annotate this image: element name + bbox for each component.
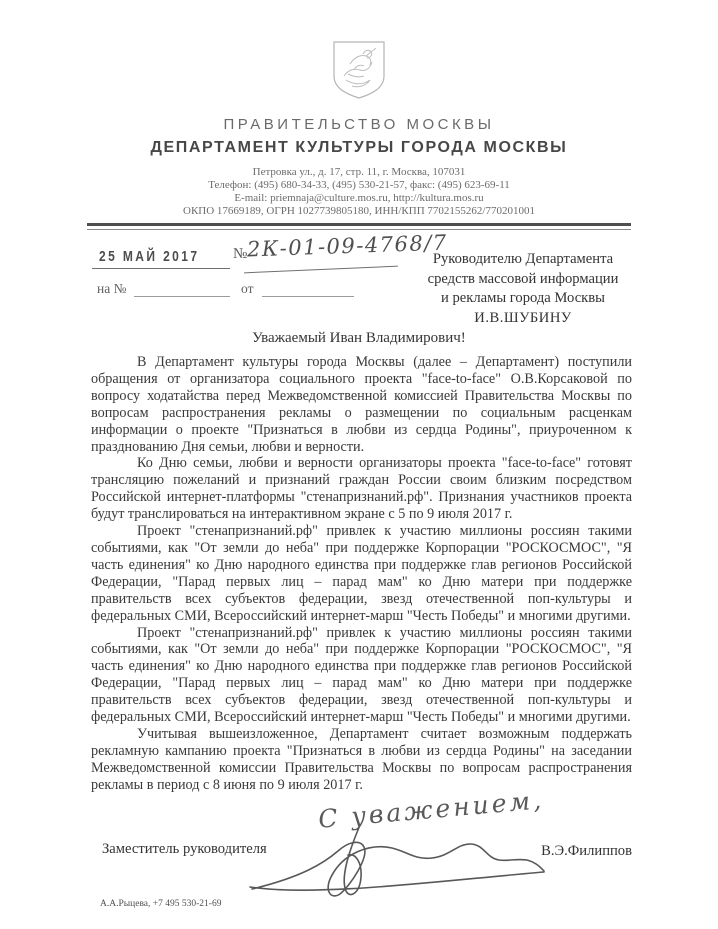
recipient-block [412,250,634,328]
body-paragraph: Проект "стенапризнаний.рф" привлек к участию миллионы россиян такими событиями, как "От земли до неба" при поддержке Корпорации "РОСКОСМОС", "Я часть единения" ко Дню народного единства при поддержке глав регионов Российской Федерации, "Парад первых лиц – парад мам" ко Дню матери при поддержке правительств всех субъектов федерации, звезд отечественной поп-культуры и федеральных СМИ, Всероссийский интернет-марш "Честь Победы" и многими другими. [91,624,632,726]
on-number-blank-line [134,296,230,297]
salutation: Уважаемый Иван Владимирович! [252,330,466,346]
handwritten-outgoing-number: 2К-01-09-4768/7 [246,230,449,262]
date-stamp: 25 МАЙ 2017 [99,248,200,265]
recipient-line: Руководителю Департамента [432,251,614,267]
body-paragraph: Учитывая вышеизложенное, Департамент считает возможным поддержать рекламную кампанию проекта "Признаться в любви из сердца Родины" на заседании Межведомственной комиссии Правительства Москвы по вопросам распространения рекламы в период с 8 июня по 9 июля 2017 г. [91,725,632,793]
body-paragraph: Ко Дню семьи, любви и верности организаторы проекта "face-to-face" готовят трансляцию пожеланий и признаний граждан России своим близким посредством Российской интернет-платформы "стенапризнаний.рф". Признания участников проекта будут транслироваться на интерактивном экране с 5 по 9 июля 2017 г. [91,455,632,523]
signature-scrawl-icon [248,815,548,901]
body-paragraph: Проект "стенапризнаний.рф" привлек к участию миллионы россиян такими событиями, как "От земли до неба" при поддержке Корпорации "РОСКОСМОС", "Я часть единения" ко Дню народного единства при поддержке глав регионов Российской Федерации, "Парад первых лиц – парад мам" ко Дню матери при поддержке правительств всех субъектов федерации, звезд отечественной поп-культуры и федеральных СМИ, Всероссийский интернет-марш "Честь Победы" и многими другими. [91,523,632,624]
executor-contact: А.А.Рыцева, +7 495 530-21-69 [100,898,222,909]
signer-position-title: Заместитель руководителя [102,840,267,857]
org-government-title: ПРАВИТЕЛЬСТВО МОСКВЫ [223,116,495,133]
letter-body [91,354,632,794]
letterhead-address: Петровка ул., д. 17, стр. 11, г. Москва, 107031 [252,166,466,178]
letterhead-codes: ОКПО 17669189, ОГРН 1027739805180, ИНН/КПП 7702155262/770201001 [183,205,535,217]
org-department-title: ДЕПАРТАМЕНТ КУЛЬТУРЫ ГОРОДА МОСКВЫ [150,139,568,156]
outgoing-number-underline [244,266,398,274]
number-sign: № [233,246,248,262]
from-blank-line [262,296,354,297]
letterhead-divider-thick [87,223,631,226]
recipient-line: и рекламы города Москвы [441,290,605,306]
date-stamp-underline [92,268,230,269]
letterhead [0,0,718,218]
letterhead-divider-thin [87,229,631,230]
letterhead-address-block [0,166,718,218]
from-label: от [241,281,254,296]
signer-name: В.Э.Филиппов [541,842,632,859]
recipient-name: И.В.ШУБИНУ [474,309,572,326]
recipient-line: средств массовой информации [427,270,619,287]
reference-zone [0,230,718,326]
moscow-coat-of-arms-icon [330,40,388,100]
closing-block [0,784,718,867]
handwritten-regards: С уважением, [317,784,546,834]
body-paragraph: В Департамент культуры города Москвы (далее – Департамент) поступили обращения от организатора социального проекта "face-to-face" О.В.Корсаковой по вопросу ходатайства перед Межведомственной комиссией Правительства Москвы по вопросам распространения рекламы о размещении по социальным расценкам информации о проекте "Признаться в любви из сердца Родины", приуроченном к празднованию Дня семьи, любви и верности. [91,354,632,455]
letterhead-phone: Телефон: (495) 680-34-33, (495) 530-21-57, факс: (495) 623-69-11 [208,179,510,191]
letterhead-email: E-mail: priemnaja@culture.mos.ru, http://kultura.mos.ru [234,192,484,204]
on-number-label: на № [97,281,127,296]
